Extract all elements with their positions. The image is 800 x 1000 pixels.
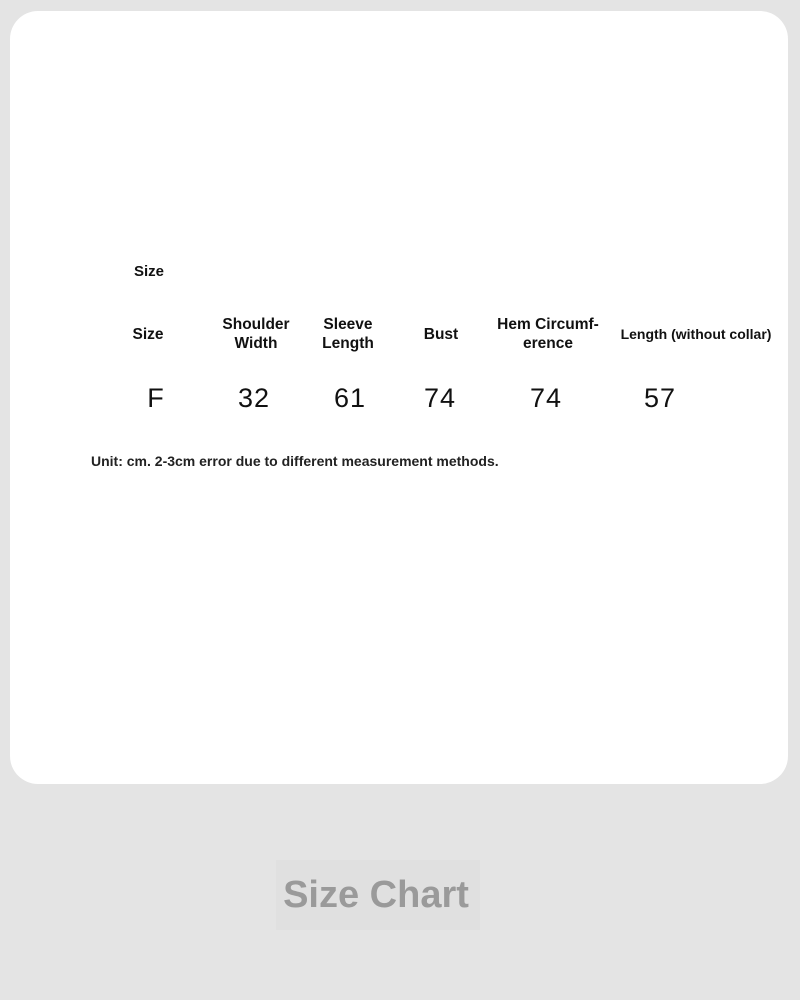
header-shoulder-width: Shoulder Width xyxy=(222,316,290,352)
footer-title: Size Chart xyxy=(283,874,469,916)
header-length: Length (without collar) xyxy=(620,325,772,342)
section-label: Size xyxy=(133,263,164,280)
header-size: Size xyxy=(132,325,164,343)
header-bust: Bust xyxy=(423,325,459,343)
cell-size: F xyxy=(147,383,165,413)
header-sleeve-length: Sleeve Length xyxy=(322,316,374,352)
cell-bust: 74 xyxy=(423,383,457,413)
cell-sleeve-length: 61 xyxy=(333,383,367,413)
header-hem-circumference: Hem Circumf- erence xyxy=(497,316,599,352)
cell-hem-circumference: 74 xyxy=(529,383,563,413)
measurement-note: Unit: cm. 2-3cm error due to different measurement methods. xyxy=(91,453,499,469)
cell-shoulder-width: 32 xyxy=(237,383,271,413)
cell-length: 57 xyxy=(643,383,677,413)
